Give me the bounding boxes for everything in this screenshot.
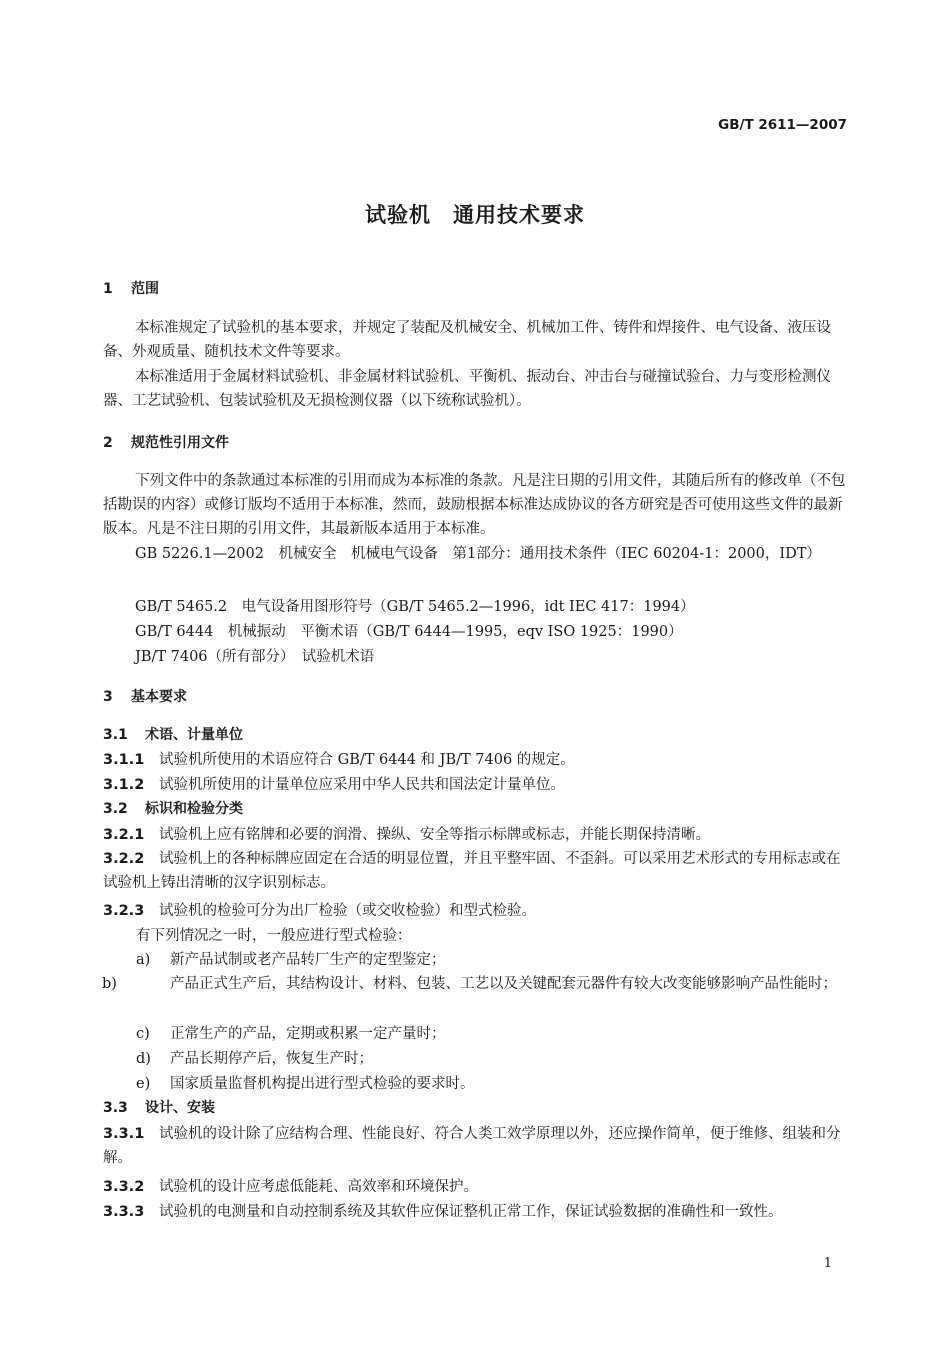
paragraph: 本标准适用于金属材料试验机、非金属材料试验机、平衡机、振动台、冲击台与碰撞试验台、力与变形检测仪器、工艺试验机、包装试验机及无损检测仪器（以下统称试验机）。: [103, 369, 831, 409]
clause-text: 试验机的设计除了应结构合理、性能良好、符合人类工效学原理以外，还应操作简单，便于维修、组装和分解。: [103, 1126, 841, 1166]
paragraph: 下列文件中的条款通过本标准的引用而成为本标准的条款。凡是注日期的引用文件，其随后所有的修改单（不包括勘误的内容）或修订版均不适用于本标准，然而，鼓励根据本标准达成协议的各方研究是否可使用这些文件的最新版本。凡是不注日期的引用文件，其最新版本适用于本标准。: [103, 473, 846, 537]
clause-text: 试验机的检验可分为出厂检验（或交收检验）和型式检验。: [159, 903, 536, 919]
list-item: [136, 1047, 850, 1071]
section-number: 3: [103, 689, 113, 705]
list-text: 新产品试制或老产品转厂生产的定型鉴定；: [170, 952, 446, 968]
clause-number: 3.1.1: [103, 752, 145, 768]
subsection-title: 设计、安装: [145, 1100, 215, 1116]
list-intro: 有下列情况之一时，一般应进行型式检验：: [136, 928, 412, 944]
reference-item: GB 5226.1—2002 机械安全 机械电气设备 第1部分：通用技术条件（IEC 60204-1：2000，IDT）: [135, 546, 821, 562]
clause-3-3-3: [103, 1200, 850, 1224]
list-marker: b): [102, 976, 117, 992]
subsection-title: 术语、计量单位: [145, 727, 243, 743]
section-number: 1: [103, 281, 113, 297]
list-text: 产品正式生产后，其结构设计、材料、包装、工艺以及关键配套元器件有较大改变能够影响产品性能时；: [170, 976, 837, 992]
subsection-number: 3.1: [103, 727, 128, 743]
clause-3-3-2: [103, 1175, 478, 1196]
clause-number: 3.3.2: [103, 1179, 145, 1195]
section-title: 规范性引用文件: [131, 435, 229, 451]
list-marker: e): [136, 1076, 151, 1092]
list-item: [136, 1022, 850, 1046]
paragraph: 本标准规定了试验机的基本要求，并规定了装配及机械安全、机械加工件、铸件和焊接件、电气设备、液压设备、外观质量、随机技术文件等要求。: [103, 320, 831, 360]
subsection-number: 3.3: [103, 1100, 128, 1116]
subsection-3-3-heading: [103, 1097, 215, 1117]
clause-3-2-3: [103, 899, 536, 920]
section-1-heading: [103, 278, 159, 298]
list-item: [102, 972, 884, 996]
subsection-3-1-heading: [103, 724, 243, 744]
clause-number: 3.2.2: [103, 851, 145, 867]
clause-text: 试验机所使用的术语应符合 GB/T 6444 和 JB/T 7406 的规定。: [159, 752, 575, 768]
clause-text: 试验机的设计应考虑低能耗、高效率和环境保护。: [159, 1179, 478, 1195]
section-title: 基本要求: [131, 689, 187, 705]
clause-3-2-1: [103, 823, 710, 844]
clause-text: 试验机的电测量和自动控制系统及其软件应保证整机正常工作，保证试验数据的准确性和一致性。: [159, 1204, 783, 1220]
reference-item: GB/T 6444 机械振动 平衡术语（GB/T 6444—1995，eqv ISO 1925：1990）: [135, 624, 683, 640]
list-item: [136, 1072, 850, 1096]
section-title: 范围: [131, 281, 159, 297]
clause-text: 试验机上的各种标牌应固定在合适的明显位置，并且平整牢固、不歪斜。可以采用艺术形式的专用标志或在试验机上铸出清晰的汉字识别标志。: [103, 851, 841, 891]
clause-number: 3.3.1: [103, 1126, 145, 1142]
standard-number: GB/T 2611—2007: [718, 117, 847, 133]
clause-number: 3.1.2: [103, 777, 145, 793]
document-title: 试验机 通用技术要求: [365, 203, 585, 227]
list-text: 产品长期停产后，恢复生产时；: [170, 1051, 373, 1067]
clause-3-2-2: [103, 847, 850, 895]
section-2-heading: [103, 432, 229, 452]
subsection-number: 3.2: [103, 801, 128, 817]
list-marker: c): [136, 1026, 150, 1042]
section-number: 2: [103, 435, 113, 451]
reference-item: GB/T 5465.2 电气设备用图形符号（GB/T 5465.2—1996，idt IEC 417：1994）: [135, 599, 695, 615]
clause-number: 3.2.3: [103, 903, 145, 919]
clause-number: 3.2.1: [103, 827, 145, 843]
list-marker: a): [136, 952, 151, 968]
list-text: 国家质量监督机构提出进行型式检验的要求时。: [170, 1076, 475, 1092]
clause-number: 3.3.3: [103, 1204, 145, 1220]
section-3-heading: [103, 686, 187, 706]
page-number: 1: [823, 1256, 832, 1271]
clause-3-3-1: [103, 1122, 850, 1170]
clause-text: 试验机所使用的计量单位应采用中华人民共和国法定计量单位。: [159, 777, 565, 793]
clause-text: 试验机上应有铭牌和必要的润滑、操纵、安全等指示标牌或标志，并能长期保持清晰。: [159, 827, 710, 843]
subsection-3-2-heading: [103, 798, 243, 818]
list-item: [136, 948, 850, 972]
list-marker: d): [136, 1051, 151, 1067]
list-text: 正常生产的产品，定期或积累一定产量时；: [170, 1026, 446, 1042]
clause-3-1-2: [103, 773, 565, 794]
reference-item: JB/T 7406（所有部分） 试验机术语: [135, 649, 375, 665]
subsection-title: 标识和检验分类: [145, 801, 243, 817]
clause-3-1-1: [103, 748, 575, 769]
